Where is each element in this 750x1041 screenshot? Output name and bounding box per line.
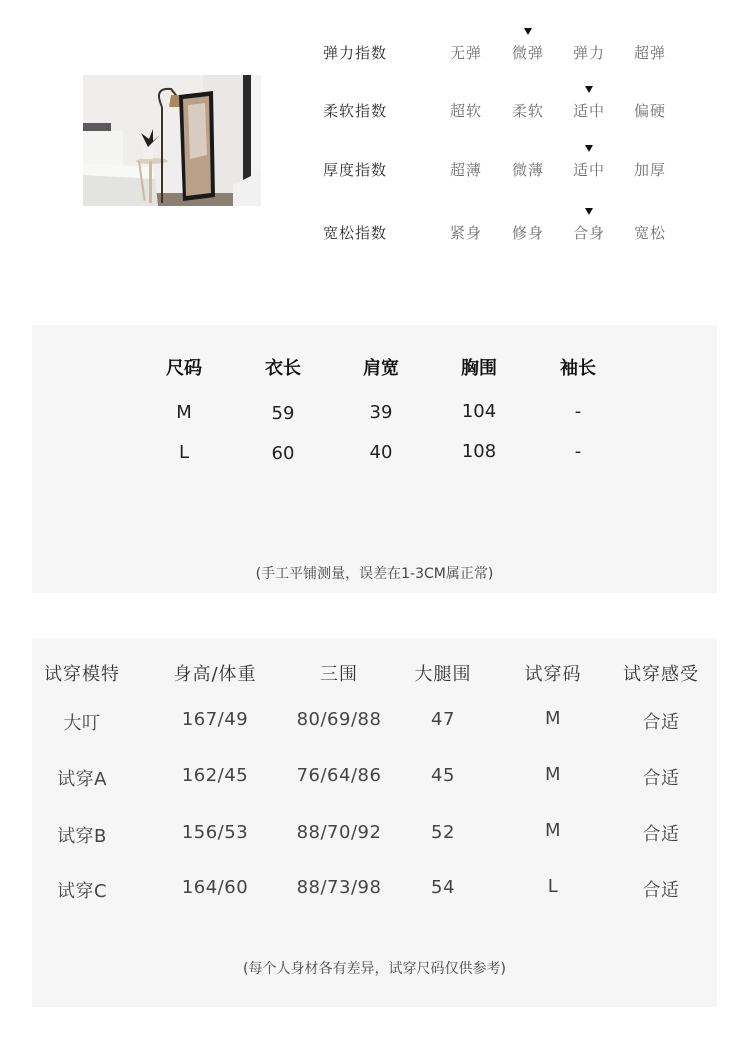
elasticity-index-row xyxy=(0,38,750,68)
model-cell: 试穿B xyxy=(57,826,107,847)
selected-marker-icon xyxy=(585,86,593,93)
model-cell: 88/73/98 xyxy=(296,877,382,898)
model-header-cell: 三围 xyxy=(320,664,358,685)
size-cell: 59 xyxy=(271,403,295,424)
model-cell: 合适 xyxy=(642,824,680,845)
size-chart-panel xyxy=(32,325,717,593)
model-header-cell: 身高/体重 xyxy=(173,664,257,685)
model-header-cell: 大腿围 xyxy=(414,664,472,685)
index-option: 超弹 xyxy=(633,44,666,62)
model-cell: 54 xyxy=(431,877,455,898)
index-option-selected: 合身 xyxy=(559,222,619,243)
index-option: 超薄 xyxy=(449,161,482,179)
size-header-cell: 胸围 xyxy=(461,358,497,379)
model-cell: 47 xyxy=(431,709,455,730)
selected-marker-icon xyxy=(524,28,532,35)
size-cell: 40 xyxy=(369,442,393,463)
index-option: 修身 xyxy=(511,224,544,242)
index-option: 宽松 xyxy=(633,224,666,242)
softness-index-row xyxy=(0,96,750,126)
thickness-index-row xyxy=(0,155,750,185)
index-option: 加厚 xyxy=(633,161,666,179)
size-header-cell: 袖长 xyxy=(560,358,596,379)
size-header-cell: 肩宽 xyxy=(363,358,399,379)
model-header-cell: 试穿模特 xyxy=(44,664,120,685)
selected-marker-icon xyxy=(585,208,593,215)
size-cell: - xyxy=(574,441,582,462)
thickness-index-label: 厚度指数 xyxy=(323,161,388,179)
size-cell: 108 xyxy=(461,441,497,462)
index-option: 弹力 xyxy=(572,44,605,62)
index-option: 无弹 xyxy=(449,44,482,62)
index-option: 超软 xyxy=(449,102,482,120)
model-cell: M xyxy=(544,708,562,729)
index-option-selected: 适中 xyxy=(559,100,619,121)
model-cell: 试穿A xyxy=(57,769,107,790)
fit-index-row xyxy=(0,218,750,248)
model-cell: 76/64/86 xyxy=(296,765,382,786)
index-option: 柔软 xyxy=(511,102,544,120)
index-option: 偏硬 xyxy=(633,102,666,120)
model-cell: 大叮 xyxy=(63,713,101,734)
model-cell: M xyxy=(544,764,562,785)
model-cell: 试穿C xyxy=(56,881,108,902)
measurement-note: (手工平铺测量，误差在1-3CM属正常) xyxy=(255,566,494,582)
index-option-selected: 适中 xyxy=(559,159,619,180)
size-cell: - xyxy=(574,401,582,422)
model-cell: 162/45 xyxy=(181,765,249,786)
size-header-cell: 衣长 xyxy=(265,358,301,379)
index-option-selected: 微弹 xyxy=(498,42,558,63)
softness-index-label: 柔软指数 xyxy=(323,102,388,120)
model-cell: 164/60 xyxy=(181,877,249,898)
size-cell: 39 xyxy=(369,402,393,423)
model-header-cell: 试穿码 xyxy=(524,664,582,685)
model-cell: 52 xyxy=(431,822,455,843)
fit-reference-note: (每个人身材各有差异，试穿尺码仅供参考) xyxy=(243,961,506,977)
model-cell: 45 xyxy=(431,765,455,786)
size-cell: L xyxy=(178,442,190,463)
fit-index-label: 宽松指数 xyxy=(323,224,388,242)
model-fit-panel xyxy=(32,638,717,1007)
model-cell: 80/69/88 xyxy=(296,709,382,730)
index-option: 紧身 xyxy=(449,224,482,242)
model-cell: 156/53 xyxy=(181,822,249,843)
model-cell: 167/49 xyxy=(181,709,249,730)
selected-marker-icon xyxy=(585,145,593,152)
index-option: 微薄 xyxy=(511,161,544,179)
model-cell: 合适 xyxy=(642,768,680,789)
size-cell: M xyxy=(176,402,192,423)
size-header-cell: 尺码 xyxy=(166,358,202,379)
model-cell: M xyxy=(544,820,562,841)
fabric-indices xyxy=(0,0,750,260)
model-cell: L xyxy=(547,876,559,897)
size-cell: 104 xyxy=(461,401,497,422)
model-cell: 88/70/92 xyxy=(296,822,382,843)
size-cell: 60 xyxy=(271,443,295,464)
model-cell: 合适 xyxy=(642,880,680,901)
model-header-cell: 试穿感受 xyxy=(623,664,699,685)
elasticity-index-label: 弹力指数 xyxy=(323,44,388,62)
model-cell: 合适 xyxy=(642,712,680,733)
